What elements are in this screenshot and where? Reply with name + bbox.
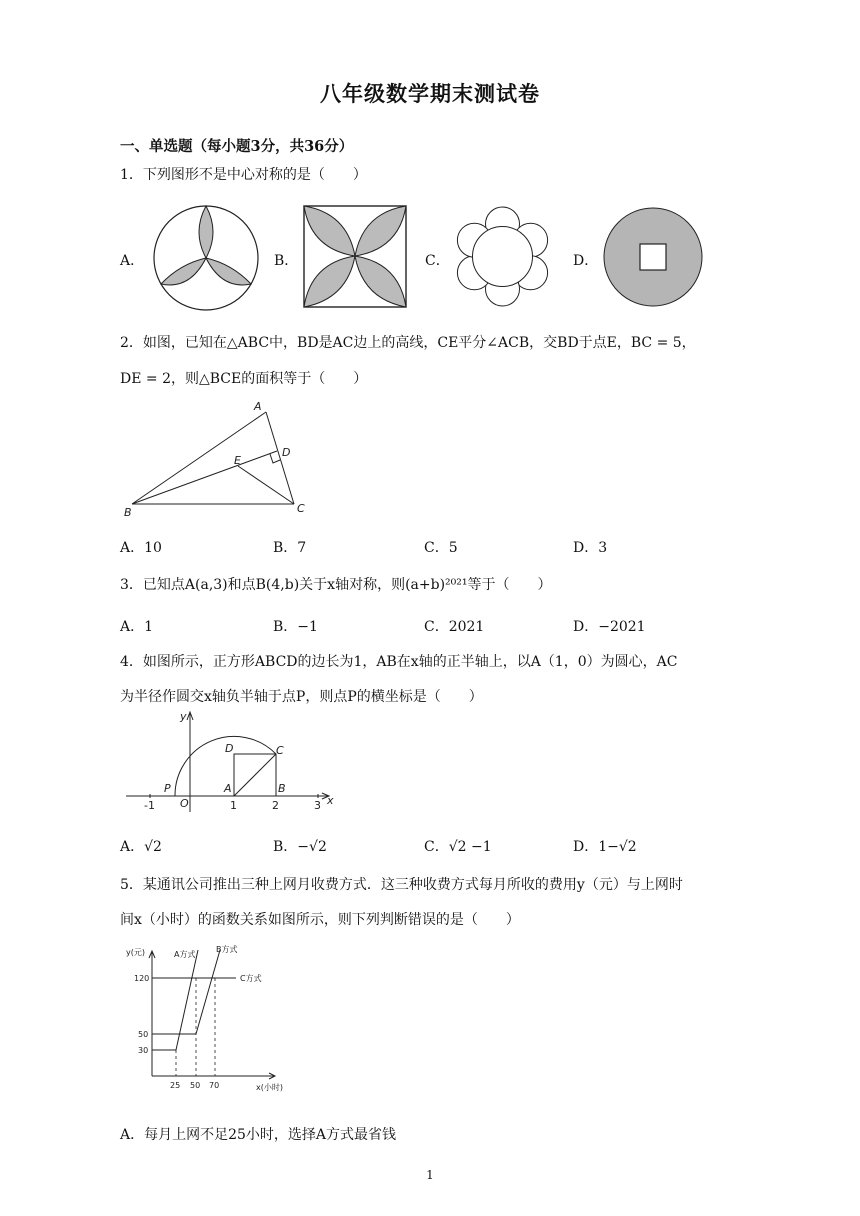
q2-label-e: E bbox=[234, 454, 241, 467]
q5-x-axis-label: x(小时) bbox=[256, 1083, 283, 1092]
q2-label-c: C bbox=[297, 502, 305, 515]
q1-figure-c-flower bbox=[450, 204, 555, 309]
q3-option-c: C．2021 bbox=[424, 619, 485, 635]
q4-tick-neg1: -1 bbox=[144, 799, 155, 812]
q4-label-a: A bbox=[224, 782, 232, 795]
q4-label-p: P bbox=[164, 782, 171, 795]
q4-tick-3: 3 bbox=[314, 799, 321, 812]
q5-label-c-plan: C方式 bbox=[240, 974, 262, 983]
q4-label-c: C bbox=[276, 744, 284, 757]
q4-stem-line1: 4．如图所示，正方形ABCD的边长为1，AB在x轴的正半轴上，以A（1，0）为圆心，AC bbox=[120, 654, 678, 670]
q4-stem-line2: 为半径作圆交x轴负半轴于点P，则点P的横坐标是（ ） bbox=[120, 689, 483, 705]
q3-option-d: D．−2021 bbox=[573, 619, 646, 635]
q5-y-axis-label: y(元) bbox=[126, 948, 145, 957]
q5-option-a: A．每月上网不足25小时，选择A方式最省钱 bbox=[120, 1127, 397, 1143]
section-heading: 一、单选题（每小题3分，共36分） bbox=[120, 138, 354, 155]
q5-label-b-plan: B方式 bbox=[216, 945, 238, 954]
q5-stem-line1: 5．某通讯公司推出三种上网月收费方式．这三种收费方式每月所收的费用y（元）与上网时 bbox=[120, 877, 683, 893]
q2-option-c: C．5 bbox=[424, 540, 458, 556]
q1-option-c: C． bbox=[425, 253, 450, 269]
q3-option-b: B．−1 bbox=[273, 619, 318, 635]
q1-option-d: D． bbox=[573, 253, 599, 269]
q4-tick-2: 2 bbox=[272, 799, 279, 812]
q2-option-a: A．10 bbox=[120, 540, 162, 556]
q4-label-x: x bbox=[327, 794, 334, 807]
q2-stem-line2: DE = 2，则△BCE的面积等于（ ） bbox=[120, 371, 368, 387]
q4-label-o: O bbox=[180, 797, 189, 810]
q4-coordinate-figure bbox=[124, 708, 338, 814]
q4-label-d: D bbox=[225, 742, 234, 755]
q3-option-a: A．1 bbox=[120, 619, 154, 635]
q5-x-tick-25: 25 bbox=[170, 1081, 181, 1090]
q5-label-a-plan: A方式 bbox=[174, 950, 196, 959]
q5-x-tick-70: 70 bbox=[209, 1081, 220, 1090]
q5-stem-line2: 间x（小时）的函数关系如图所示，则下列判断错误的是（ ） bbox=[120, 912, 520, 928]
q5-y-tick-50: 50 bbox=[138, 1030, 149, 1039]
page-number: 1 bbox=[426, 1168, 434, 1182]
q2-label-d: D bbox=[282, 446, 291, 459]
q1-stem: 1．下列图形不是中心对称的是（ ） bbox=[120, 167, 367, 183]
q5-x-tick-50: 50 bbox=[190, 1081, 201, 1090]
q4-option-b: B．−√2 bbox=[273, 839, 327, 855]
q5-fee-graph bbox=[124, 944, 304, 1094]
q4-tick-1: 1 bbox=[230, 799, 237, 812]
q2-option-b: B．7 bbox=[273, 540, 307, 556]
q4-label-y: y bbox=[180, 710, 187, 723]
q2-label-a: A bbox=[254, 400, 262, 413]
q1-figure-a-three-petals bbox=[150, 204, 262, 312]
q1-option-a: A． bbox=[120, 253, 145, 269]
q1-option-b: B． bbox=[274, 253, 299, 269]
q2-triangle-figure bbox=[120, 398, 320, 520]
q4-option-d: D．1−√2 bbox=[573, 839, 637, 855]
page-title: 八年级数学期末测试卷 bbox=[320, 81, 540, 106]
q4-label-b: B bbox=[278, 782, 286, 795]
q2-option-d: D．3 bbox=[573, 540, 608, 556]
q4-option-a: A．√2 bbox=[120, 839, 162, 855]
q2-stem-line1: 2．如图，已知在△ABC中，BD是AC边上的高线，CE平分∠ACB，交BD于点E，BC = 5， bbox=[120, 335, 696, 351]
q1-figure-b-four-petals bbox=[303, 205, 407, 308]
q2-label-b: B bbox=[124, 506, 132, 519]
q3-stem: 3．已知点A(a,3)和点B(4,b)关于x轴对称，则(a+b)²⁰²¹等于（ ） bbox=[120, 577, 552, 593]
q5-y-tick-30: 30 bbox=[138, 1046, 149, 1055]
q5-y-tick-120: 120 bbox=[134, 974, 150, 983]
q4-option-c: C．√2 −1 bbox=[424, 839, 492, 855]
q1-figure-d-coin bbox=[602, 206, 704, 308]
